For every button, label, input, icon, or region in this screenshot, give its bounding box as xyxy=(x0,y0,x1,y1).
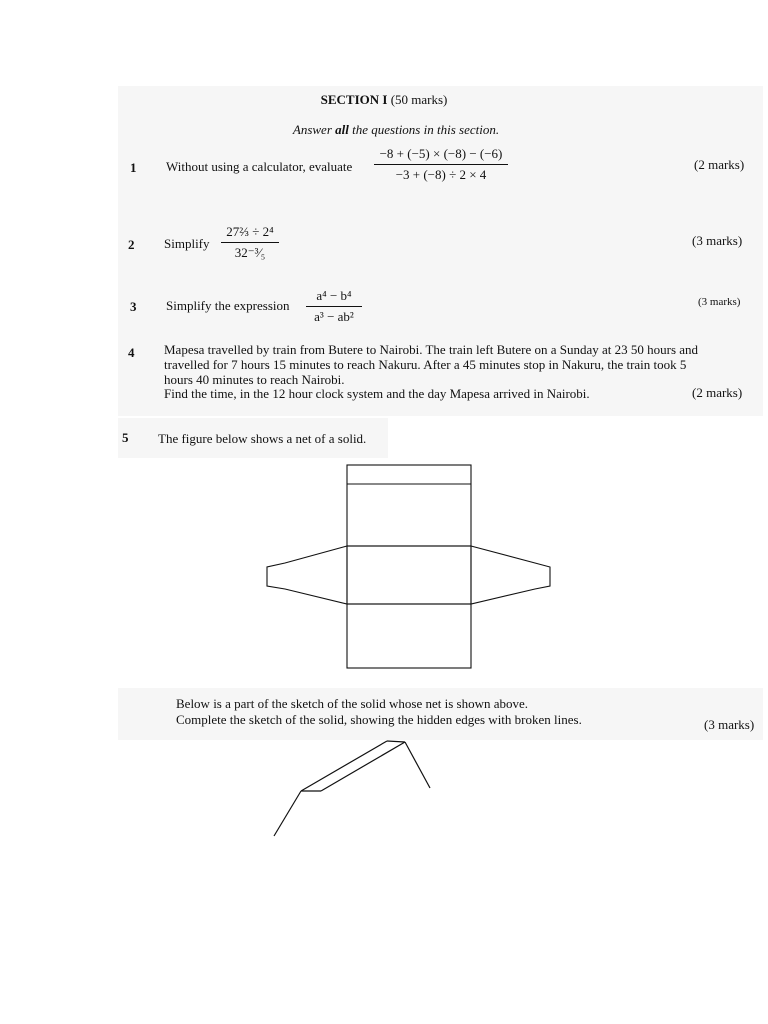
question-4-line-1: Mapesa travelled by train from Butere to Nairobi. The train left Butere on a Sunday at 23 50 hours and xyxy=(164,342,699,357)
question-4-number: 4 xyxy=(128,345,135,360)
question-2-marks: (3 marks) xyxy=(692,233,743,248)
sketch-edge-top xyxy=(387,741,405,742)
question-5-followup-line-2: Complete the sketch of the solid, showing the hidden edges with broken lines. xyxy=(176,712,582,727)
question-1-text: Without using a calculator, evaluate xyxy=(166,159,353,174)
question-4-line-3: hours 40 minutes to reach Nairobi. xyxy=(164,372,345,387)
question-3-text: Simplify the expression xyxy=(166,298,290,313)
question-4-marks: (2 marks) xyxy=(692,385,743,400)
question-1-denominator: −3 + (−8) ÷ 2 × 4 xyxy=(395,167,487,182)
instruction-emphasis: all xyxy=(335,122,349,137)
question-2-numerator: 27⅔ ÷ 2⁴ xyxy=(226,224,274,239)
section-instruction: Answer all the questions in this section. xyxy=(292,122,500,137)
question-3-numerator: a⁴ − b⁴ xyxy=(316,288,352,303)
question-2-number: 2 xyxy=(128,237,135,252)
sketch-edge-upper-ridge xyxy=(321,742,405,791)
question-3-number: 3 xyxy=(130,299,137,314)
question-1-numerator: −8 + (−5) × (−8) − (−6) xyxy=(379,146,503,161)
question-2-denominator: 32⁻³⁄₅ xyxy=(234,245,266,260)
question-1-marks: (2 marks) xyxy=(694,157,745,172)
question-3-denominator: a³ − ab² xyxy=(314,309,354,324)
sketch-edge-right-slant xyxy=(405,742,430,788)
sketch-edge-left-slant xyxy=(274,791,301,836)
sketch-edge-lower-ridge xyxy=(301,741,387,791)
section-title: SECTION I xyxy=(320,92,388,107)
section-marks: (50 marks) xyxy=(390,92,448,107)
question-5-followup-line-1: Below is a part of the sketch of the solid whose net is shown above. xyxy=(176,696,529,711)
question-5-text: The figure below shows a net of a solid. xyxy=(158,431,367,446)
question-3-marks: (3 marks) xyxy=(698,296,741,308)
question-2-text: Simplify xyxy=(164,236,210,251)
question-1-number: 1 xyxy=(130,160,137,175)
question-4-line-2: travelled for 7 hours 15 minutes to reach Nakuru. After a 45 minutes stop in Nakuru, the train took 5 xyxy=(164,357,687,372)
question-5-marks: (3 marks) xyxy=(704,717,755,732)
question-4-line-4: Find the time, in the 12 hour clock system and the day Mapesa arrived in Nairobi. xyxy=(164,386,590,401)
question-5-number: 5 xyxy=(122,430,129,445)
